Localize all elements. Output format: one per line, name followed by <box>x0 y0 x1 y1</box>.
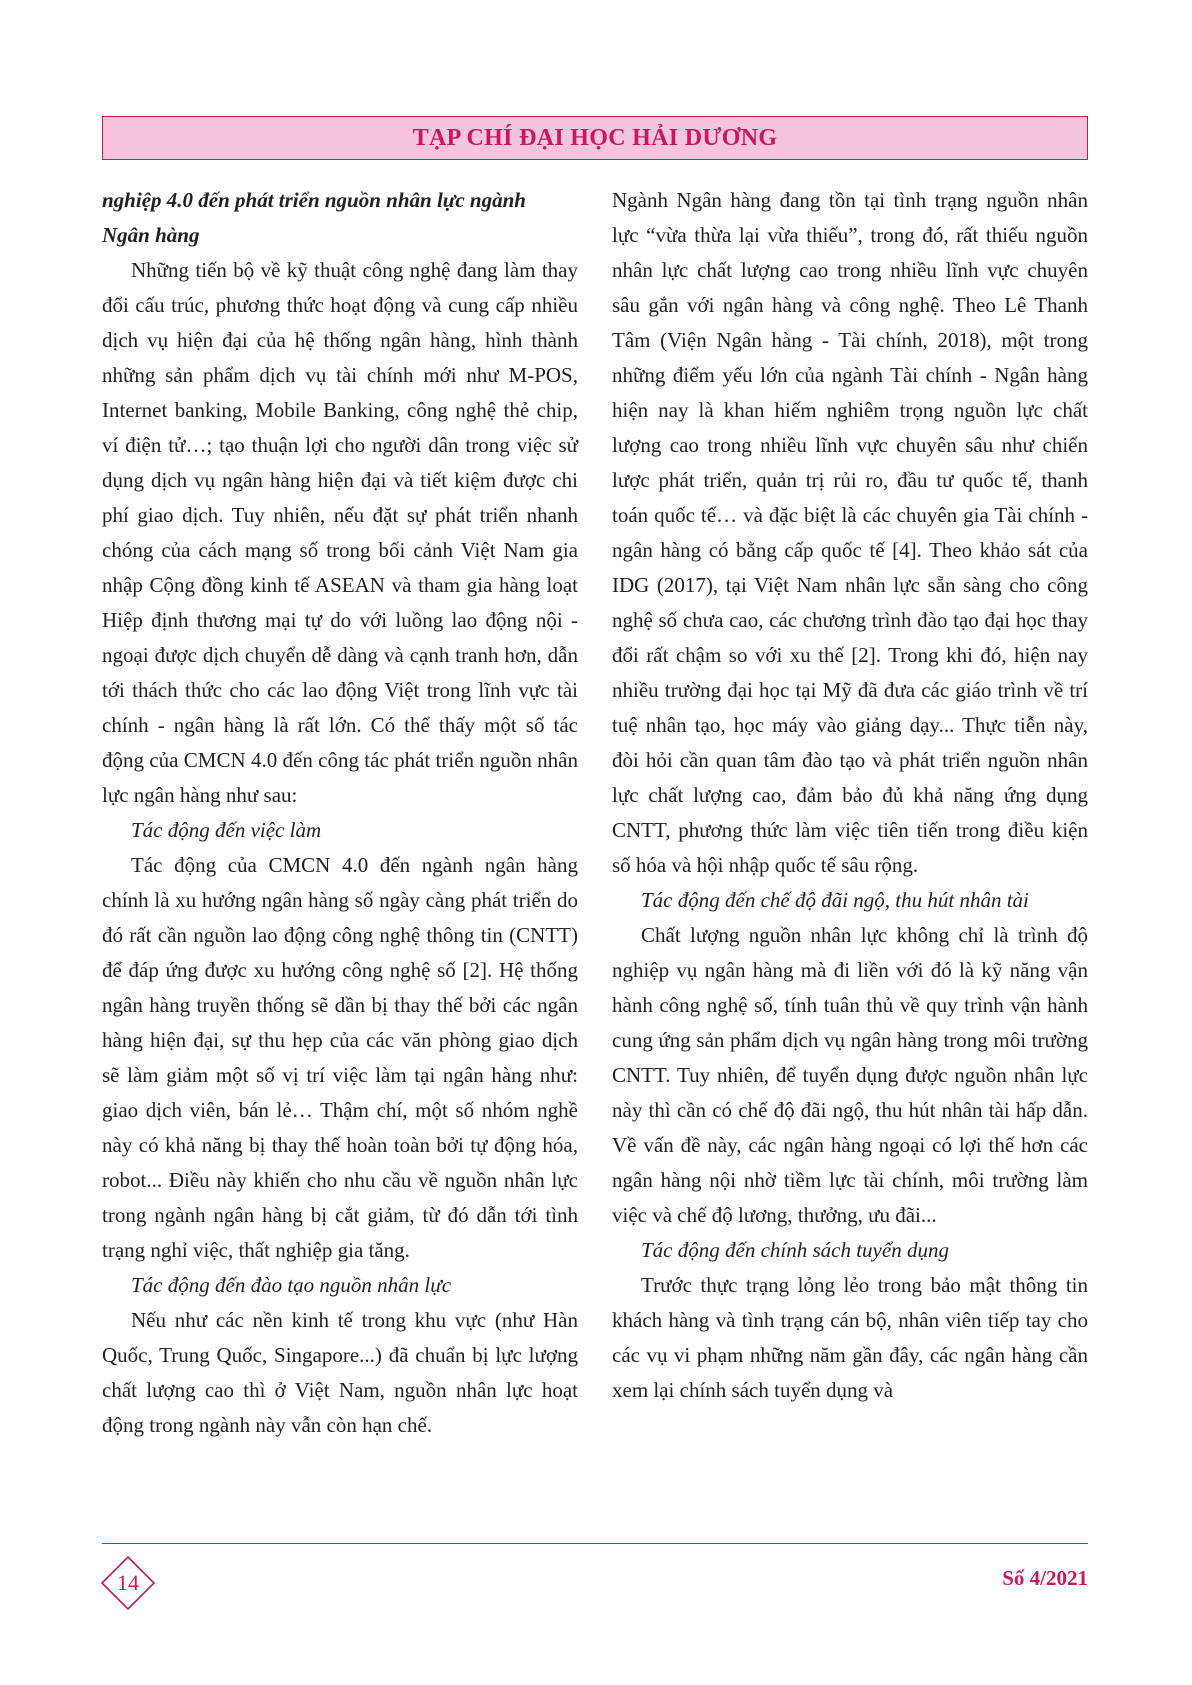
left-column <box>102 183 578 1443</box>
body-paragraph: Ngành Ngân hàng đang tồn tại tình trạng nguồn nhân lực “vừa thừa lại vừa thiếu”, trong đó, rất thiếu nguồn nhân lực chất lượng cao trong nhiều lĩnh vực chuyên sâu gắn với ngân hàng và công nghệ. Theo Lê Thanh Tâm (Viện Ngân hàng - Tài chính, 2018), một trong những điểm yếu lớn của ngành Tài chính - Ngân hàng hiện nay là khan hiếm nghiêm trọng nguồn lực chất lượng cao trong nhiều lĩnh vực chuyên sâu như chiến lược phát triển, quản trị rủi ro, đầu tư quốc tế, thanh toán quốc tế… và đặc biệt là các chuyên gia Tài chính - ngân hàng có bằng cấp quốc tế [4]. Theo khảo sát của IDG (2017), tại Việt Nam nhân lực sẵn sàng cho công nghệ số chưa cao, các chương trình đào tạo đại học thay đổi rất chậm so với xu thế [2]. Trong khi đó, hiện nay nhiều trường đại học tại Mỹ đã đưa các giáo trình về trí tuệ nhân tạo, học máy vào giảng dạy... Thực tiễn này, đòi hỏi cần quan tâm đào tạo và phát triển nguồn nhân lực chất lượng cao, đảm bảo đủ khả năng ứng dụng CNTT, phương thức làm việc tiên tiến trong điều kiện số hóa và hội nhập quốc tế sâu rộng. <box>612 188 1088 877</box>
body-paragraph: Những tiến bộ về kỹ thuật công nghệ đang làm thay đổi cấu trúc, phương thức hoạt động và cung cấp nhiều dịch vụ hiện đại của hệ thống ngân hàng, hình thành những sản phẩm dịch vụ tài chính mới như M-POS, Internet banking, Mobile Banking, công nghệ thẻ chip, ví điện tử…; tạo thuận lợi cho người dân trong việc sử dụng dịch vụ ngân hàng hiện đại và tiết kiệm được chi phí giao dịch. Tuy nhiên, nếu đặt sự phát triển nhanh chóng của cách mạng số trong bối cảnh Việt Nam gia nhập Cộng đồng kinh tế ASEAN và tham gia hàng loạt Hiệp định thương mại tự do với luồng lao động nội - ngoại được dịch chuyển dễ dàng và cạnh tranh hơn, dẫn tới thách thức cho các lao động Việt trong lĩnh vực tài chính - ngân hàng là rất lớn. Có thể thấy một số tác động của CMCN 4.0 đến công tác phát triển nguồn nhân lực ngân hàng như sau: <box>102 258 578 807</box>
subheading-recruitment: Tác động đến chính sách tuyển dụng <box>641 1238 949 1262</box>
page-number: 14 <box>117 1570 139 1595</box>
section-heading: nghiệp 4.0 đến phát triển nguồn nhân lực ngành Ngân hàng <box>102 188 526 247</box>
body-paragraph: Nếu như các nền kinh tế trong khu vực (như Hàn Quốc, Trung Quốc, Singapore...) đã chuẩn bị lực lượng chất lượng cao thì ở Việt Nam, nguồn nhân lực hoạt động trong ngành này vẫn còn hạn chế. <box>102 1308 578 1437</box>
body-paragraph: Trước thực trạng lỏng lẻo trong bảo mật thông tin khách hàng và tình trạng cán bộ, nhân viên tiếp tay cho các vụ vi phạm những năm gần đây, các ngân hàng cần xem lại chính sách tuyển dụng và <box>612 1273 1088 1402</box>
subheading-remuneration: Tác động đến chế độ đãi ngộ, thu hút nhân tài <box>641 888 1029 912</box>
subheading-employment: Tác động đến việc làm <box>131 818 322 842</box>
subheading-training: Tác động đến đào tạo nguồn nhân lực <box>131 1273 452 1297</box>
body-paragraph: Chất lượng nguồn nhân lực không chỉ là trình độ nghiệp vụ ngân hàng mà đi liền với đó là kỹ năng vận hành công nghệ số, tính tuân thủ về quy trình vận hành cung ứng sản phẩm dịch vụ ngân hàng trong môi trường CNTT. Tuy nhiên, để tuyển dụng được nguồn nhân lực này thì cần có chế độ đãi ngộ, thu hút nhân tài hấp dẫn. Về vấn đề này, các ngân hàng ngoại có lợi thế hơn các ngân hàng nội nhờ tiềm lực tài chính, môi trường làm việc và chế độ lương, thưởng, ưu đãi... <box>612 923 1088 1227</box>
body-paragraph: Tác động của CMCN 4.0 đến ngành ngân hàng chính là xu hướng ngân hàng số ngày càng phát triển do đó rất cần nguồn lao động công nghệ thông tin (CNTT) để đáp ứng được xu hướng công nghệ số [2]. Hệ thống ngân hàng truyền thống sẽ dần bị thay thế bởi các ngân hàng hiện đại, sự thu hẹp của các văn phòng giao dịch sẽ làm giảm một số vị trí việc làm tại ngân hàng như: giao dịch viên, bán lẻ… Thậm chí, một số nhóm nghề này có khả năng bị thay thế hoàn toàn bởi tự động hóa, robot... Điều này khiến cho nhu cầu về nguồn nhân lực trong ngành ngân hàng bị cắt giảm, từ đó dẫn tới tình trạng nghỉ việc, thất nghiệp gia tăng. <box>102 853 578 1262</box>
journal-header-band <box>102 116 1088 160</box>
footer-rule <box>102 1543 1088 1544</box>
issue-label: Số 4/2021 <box>1002 1566 1088 1590</box>
right-column <box>612 183 1088 1408</box>
journal-title: TẠP CHÍ ĐẠI HỌC HẢI DƯƠNG <box>412 124 778 151</box>
